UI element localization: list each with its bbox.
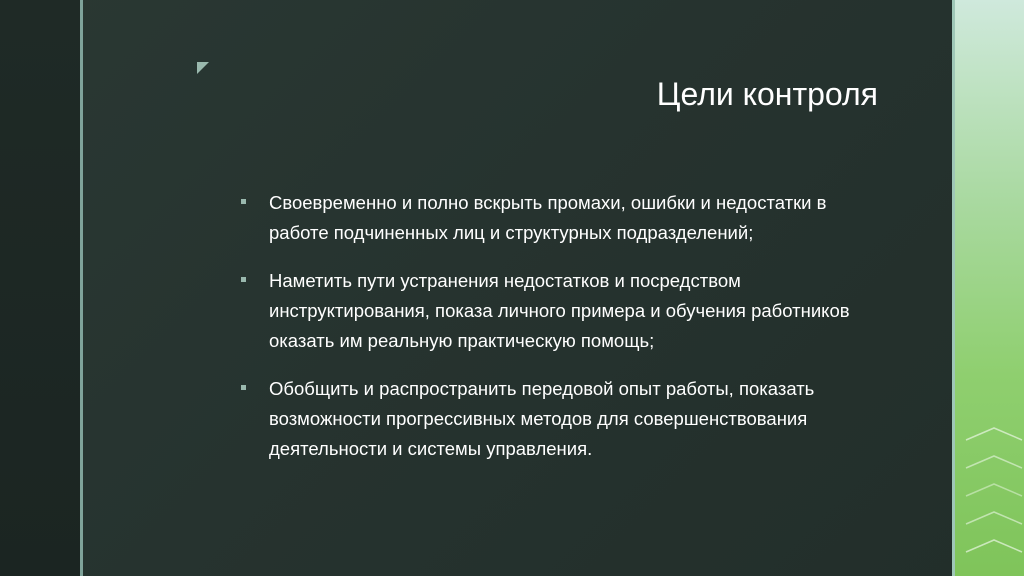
bullet-item [240,188,880,248]
bullet-text: Обобщить и распространить передовой опыт работы, показать возможности прогрессивных методов для совершенствования деятельности и системы управления. [269,378,815,459]
bullet-list [240,188,880,482]
square-bullet-icon [241,199,246,204]
slide-title: Цели контроля [656,76,878,112]
square-bullet-icon [241,385,246,390]
chevron-decoration [960,420,1024,576]
bullet-text: Своевременно и полно вскрыть промахи, ошибки и недостатки в работе подчиненных лиц и структурных подразделений; [269,192,827,243]
left-accent-line [80,0,83,576]
square-bullet-icon [241,277,246,282]
corner-triangle-icon [197,62,209,74]
bullet-item [240,266,880,356]
bullet-text: Наметить пути устранения недостатков и посредством инструктирования, показа личного примера и обучения работников оказать им реальную практическую помощь; [269,270,850,351]
left-dark-band [0,0,80,576]
bullet-item [240,374,880,464]
